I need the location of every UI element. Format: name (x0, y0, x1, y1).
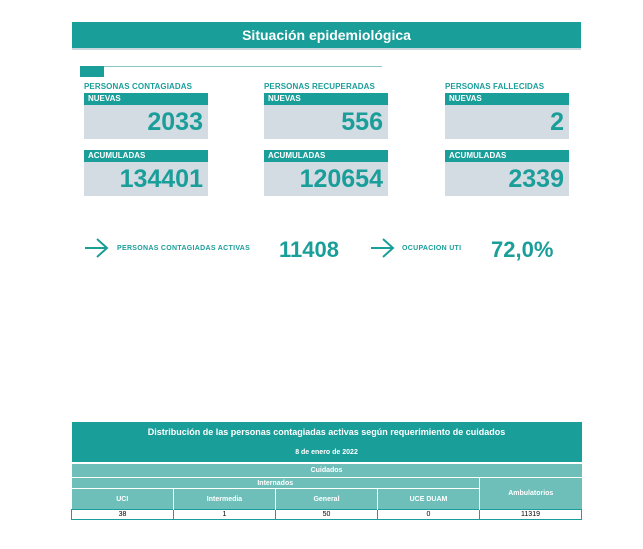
general-header: General (276, 489, 378, 510)
arrow-right-icon (84, 237, 110, 259)
recuperadas-column (264, 82, 424, 196)
table-title: Distribución de las personas contagiadas activas según requerimiento de cuidados (72, 422, 582, 442)
uci-value: 38 (72, 510, 174, 520)
section-line (104, 66, 382, 67)
activas-value: 11408 (279, 237, 339, 262)
uce-duam-header: UCE DUAM (378, 489, 480, 510)
activas-label: PERSONAS CONTAGIADAS ACTIVAS (117, 245, 251, 252)
title-divider (72, 48, 581, 50)
arrow-right-icon (370, 237, 396, 259)
recuperadas-acumuladas-value: 120654 (264, 162, 388, 196)
uti-value: 72,0% (491, 237, 554, 262)
internados-header: Internados (72, 478, 480, 489)
recuperadas-nuevas-value: 556 (264, 105, 388, 139)
contagiadas-acumuladas-value: 134401 (84, 162, 208, 196)
contagiadas-nuevas-value: 2033 (84, 105, 208, 139)
section-marker (80, 66, 104, 77)
contagiadas-column (84, 82, 244, 196)
general-value: 50 (276, 510, 378, 520)
cuidados-header: Cuidados (72, 463, 582, 478)
contagiadas-label: PERSONAS CONTAGIADAS (84, 82, 193, 91)
fallecidas-nuevas-header: NUEVAS (445, 93, 569, 105)
contagiadas-nuevas-header: NUEVAS (84, 93, 208, 105)
recuperadas-nuevas-header: NUEVAS (264, 93, 388, 105)
ambulatorios-value: 11319 (480, 510, 582, 520)
fallecidas-label: PERSONAS FALLECIDAS (445, 82, 545, 91)
ambulatorios-header: Ambulatorios (480, 478, 582, 510)
fallecidas-column (445, 82, 605, 196)
uci-header: UCI (72, 489, 174, 510)
intermedia-value: 1 (174, 510, 276, 520)
table-row (72, 510, 582, 520)
distribution-table (71, 422, 582, 520)
recuperadas-acumuladas-header: ACUMULADAS (264, 150, 388, 162)
fallecidas-acumuladas-header: ACUMULADAS (445, 150, 569, 162)
table-date: 8 de enero de 2022 (72, 442, 582, 463)
intermedia-header: Intermedia (174, 489, 276, 510)
fallecidas-acumuladas-value: 2339 (445, 162, 569, 196)
uce-duam-value: 0 (378, 510, 480, 520)
uti-label: OCUPACION UTI (402, 245, 462, 252)
contagiadas-acumuladas-header: ACUMULADAS (84, 150, 208, 162)
recuperadas-label: PERSONAS RECUPERADAS (264, 82, 375, 91)
page-title: Situación epidemiológica (72, 22, 581, 48)
fallecidas-nuevas-value: 2 (445, 105, 569, 139)
